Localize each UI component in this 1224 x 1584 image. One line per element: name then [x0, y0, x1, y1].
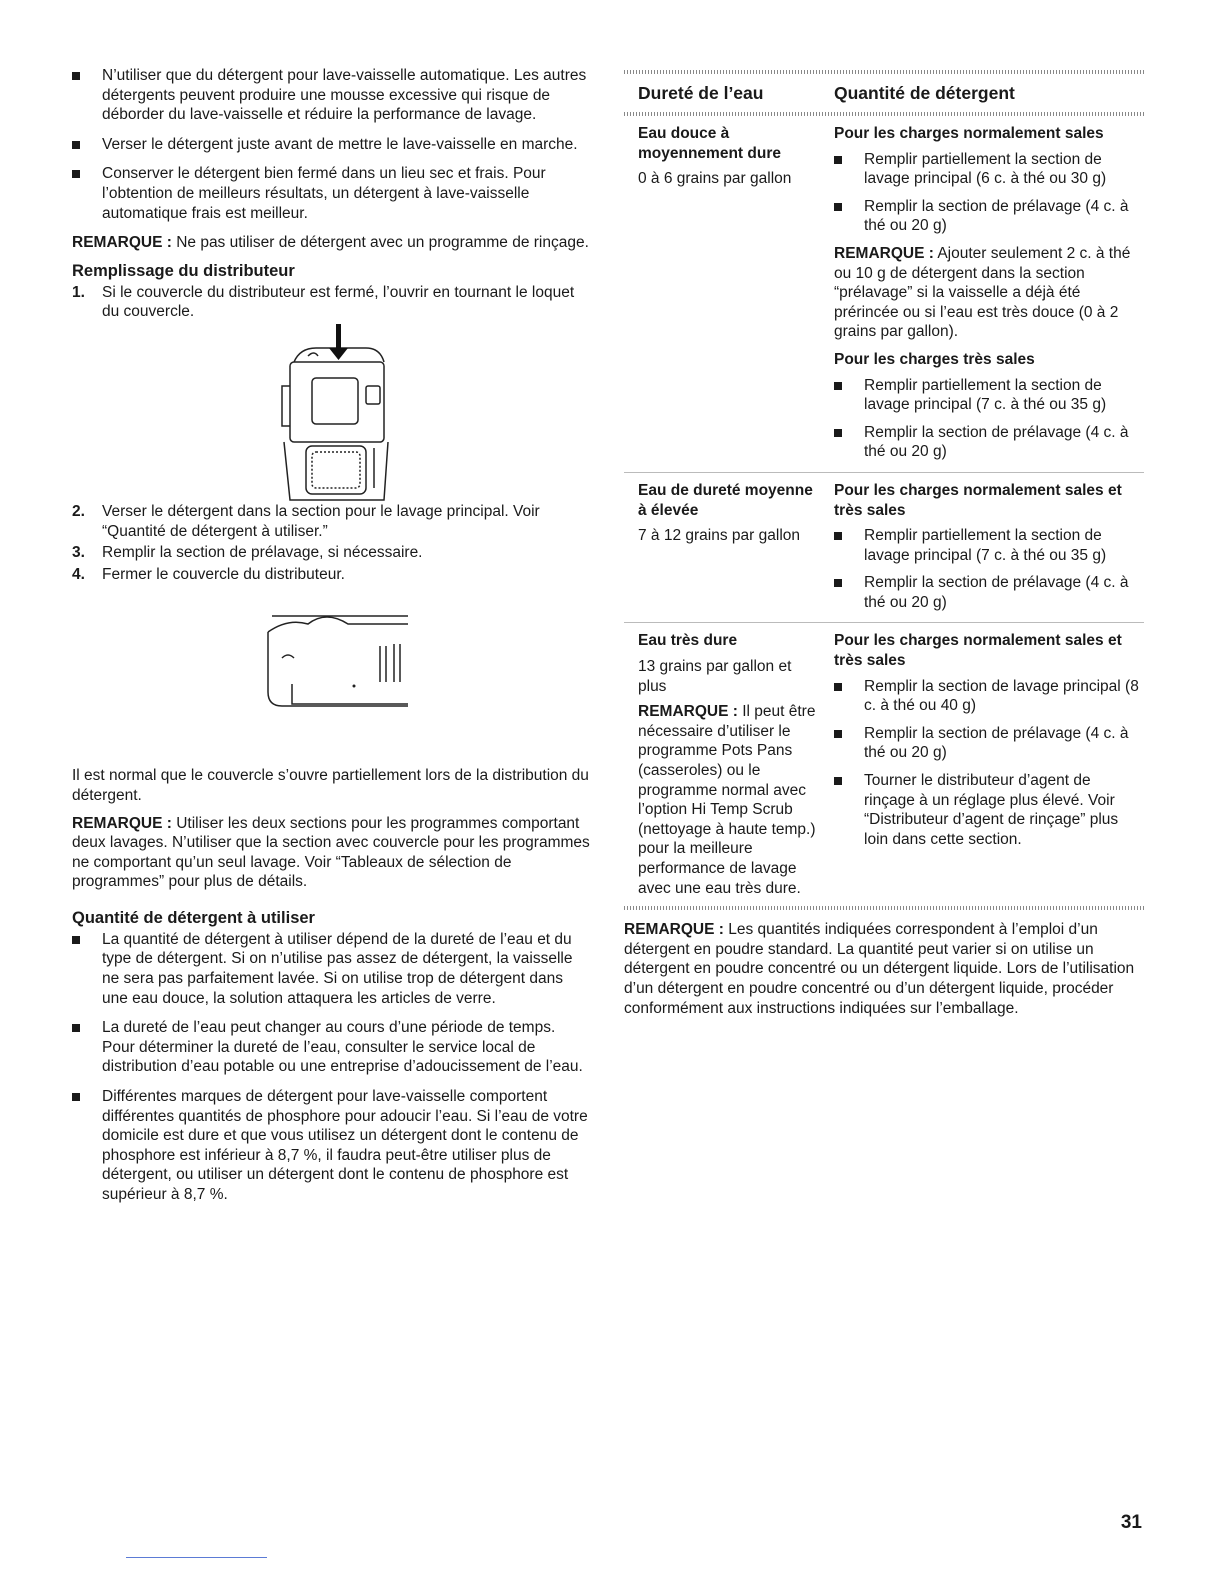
step-number: 4.	[72, 565, 85, 583]
step-3	[72, 543, 592, 563]
grains-text: 0 à 6 grains par gallon	[638, 170, 792, 188]
note-label: REMARQUE :	[638, 703, 738, 721]
step-4	[72, 565, 592, 585]
table-row	[624, 116, 1144, 473]
section-title-quantity: Quantité de détergent à utiliser	[72, 908, 315, 927]
list-item: Remplir partiellement la section de lavage principal (6 c. à thé ou 30 g)	[834, 150, 1144, 189]
step-number: 1.	[72, 283, 85, 301]
detergent-table	[624, 70, 1144, 1026]
quantity-cell	[834, 124, 1144, 462]
page-number: 31	[1120, 1512, 1142, 1533]
section-title-fill: Remplissage du distributeur	[72, 261, 295, 280]
bottom-note	[624, 920, 1144, 1018]
list-item: Remplir la section de prélavage (4 c. à thé ou 20 g)	[834, 724, 1144, 763]
hardness-label: Eau très dure	[638, 632, 738, 650]
row-note	[834, 244, 1144, 342]
step-text: Remplir la section de prélavage, si nécessaire.	[102, 544, 423, 562]
hardness-label: Eau de dureté moyenne à élevée	[638, 481, 813, 519]
note-text: Les quantités indiquées correspondent à l’emploi d’un détergent en poudre standard. La quantité peut varier si on utilise un détergent en poudre concentré ou un détergent liquide. Lors de l’utilisation d’un détergent en poudre concentré ou d’un détergent liquide, procéder conformément aux instructions indiquées sur l’emballage.	[624, 921, 1135, 1017]
step-text: Fermer le couvercle du distributeur.	[102, 565, 345, 583]
quantity-cell	[834, 481, 1144, 613]
note-label: REMARQUE :	[624, 921, 724, 939]
row-left-note	[638, 702, 822, 898]
list-item: Différentes marques de détergent pour lave-vaisselle comportent différentes quantités de phosphore pour adoucir l’eau. Si l’eau de votre domicile est dure et que vous utilisez un détergent dont le contenu de phosphore est inférieur à 8,7 %, il faudra peut-être utiliser plus de détergent, ou utiliser un détergent dont le contenu de phosphore est supérieur à 8,7 %.	[72, 1087, 592, 1205]
step-2	[72, 502, 592, 541]
hardness-cell	[638, 631, 834, 898]
note-text: Ajouter seulement 2 c. à thé ou 10 g de détergent dans la section “prélavage” si la vaisselle a déjà été prérincée ou si l’eau est très douce (0 à 2 grains par gallon).	[834, 244, 1131, 341]
note-two-washes	[72, 814, 592, 892]
note-label: REMARQUE :	[72, 234, 172, 252]
note-text: Ne pas utiliser de détergent avec un programme de rinçage.	[171, 234, 589, 252]
step-text: Si le couvercle du distributeur est fermé, l’ouvrir en tournant le loquet du couvercle.	[102, 283, 575, 321]
normal-open-text: Il est normal que le couvercle s’ouvre partiellement lors de la distribution du détergent.	[72, 767, 589, 804]
table-row	[624, 623, 1144, 906]
list-item: Remplir la section de prélavage (4 c. à thé ou 20 g)	[834, 573, 1144, 612]
list-item: La quantité de détergent à utiliser dépend de la dureté de l’eau et du type de détergent. Si on n’utilise pas assez de détergent, la vaisselle ne sera pas parfaitement lavée. Si on utilise trop de détergent dans une eau douce, la solution attaquera les articles de verre.	[72, 930, 592, 1008]
table-row	[624, 473, 1144, 624]
step-text: Verser le détergent dans la section pour le lavage principal. Voir “Quantité de détergent à utiliser.”	[102, 502, 540, 540]
hardness-label: Eau douce à moyennement dure	[638, 125, 781, 162]
step-number: 3.	[72, 544, 85, 562]
footer-rule	[126, 1557, 267, 1558]
note-label: REMARQUE :	[72, 814, 172, 832]
note-label: REMARQUE :	[834, 244, 934, 262]
hardness-cell	[638, 481, 834, 613]
list-item: Tourner le distributeur d’agent de rinçage à un réglage plus élevé. Voir “Distributeur d’agent de rinçage” plus loin dans cette section.	[834, 771, 1144, 849]
grains-text: 7 à 12 grains par gallon	[638, 527, 801, 545]
list-item: Remplir partiellement la section de lavage principal (7 c. à thé ou 35 g)	[834, 376, 1144, 415]
table-bottom-rule	[624, 906, 1144, 910]
list-item: Conserver le détergent bien fermé dans un lieu sec et frais. Pour l’obtention de meilleurs résultats, un détergent à lave-vaisselle automatique frais est meilleur.	[72, 164, 592, 223]
load-heading: Pour les charges normalement sales et très sales	[834, 481, 1122, 519]
note-rinse	[72, 233, 592, 253]
dispenser-closed-illustration	[72, 604, 592, 744]
list-item: Remplir la section de lavage principal (8 c. à thé ou 40 g)	[834, 677, 1144, 716]
load-heading: Pour les charges normalement sales et très sales	[834, 632, 1122, 670]
step-number: 2.	[72, 502, 85, 520]
list-item: Remplir partiellement la section de lavage principal (7 c. à thé ou 35 g)	[834, 526, 1144, 565]
list-item: Remplir la section de prélavage (4 c. à thé ou 20 g)	[834, 197, 1144, 236]
note-text: Il peut être nécessaire d’utiliser le programme Pots Pans (casseroles) ou le programme normal avec l’option Hi Temp Scrub (nettoyage à haute temp.) pour la meilleure performance de lavage avec une eau très dure.	[638, 703, 816, 897]
list-item: La dureté de l’eau peut changer au cours d’une période de temps. Pour déterminer la dureté de l’eau, consulter le service local de distribution d’eau potable ou une entreprise d’adoucissement de l’eau.	[72, 1018, 592, 1077]
dispenser-open-illustration	[72, 324, 592, 502]
quantity-cell	[834, 631, 1144, 898]
hardness-cell	[638, 124, 834, 462]
list-item: N’utiliser que du détergent pour lave-vaisselle automatique. Les autres détergents peuvent produire une mousse excessive qui risque de déborder du lave-vaisselle et réduire la performance de lavage.	[72, 66, 592, 125]
left-column	[72, 66, 592, 1215]
table-header	[624, 74, 1144, 112]
step-1	[72, 283, 592, 322]
header-hardness: Dureté de l’eau	[638, 83, 764, 103]
load-heading: Pour les charges très sales	[834, 350, 1035, 368]
note-text: Utiliser les deux sections pour les programmes comportant deux lavages. N’utiliser que la section avec couvercle pour les programmes ne comportant qu’un seul lavage. Voir “Tableaux de sélection de programmes” pour plus de détails.	[72, 814, 590, 891]
grains-text: 13 grains par gallon et plus	[638, 658, 792, 695]
list-item: Remplir la section de prélavage (4 c. à thé ou 20 g)	[834, 423, 1144, 462]
load-heading: Pour les charges normalement sales	[834, 125, 1104, 142]
header-quantity: Quantité de détergent	[834, 83, 1015, 103]
list-item: Verser le détergent juste avant de mettre le lave-vaisselle en marche.	[72, 135, 592, 155]
